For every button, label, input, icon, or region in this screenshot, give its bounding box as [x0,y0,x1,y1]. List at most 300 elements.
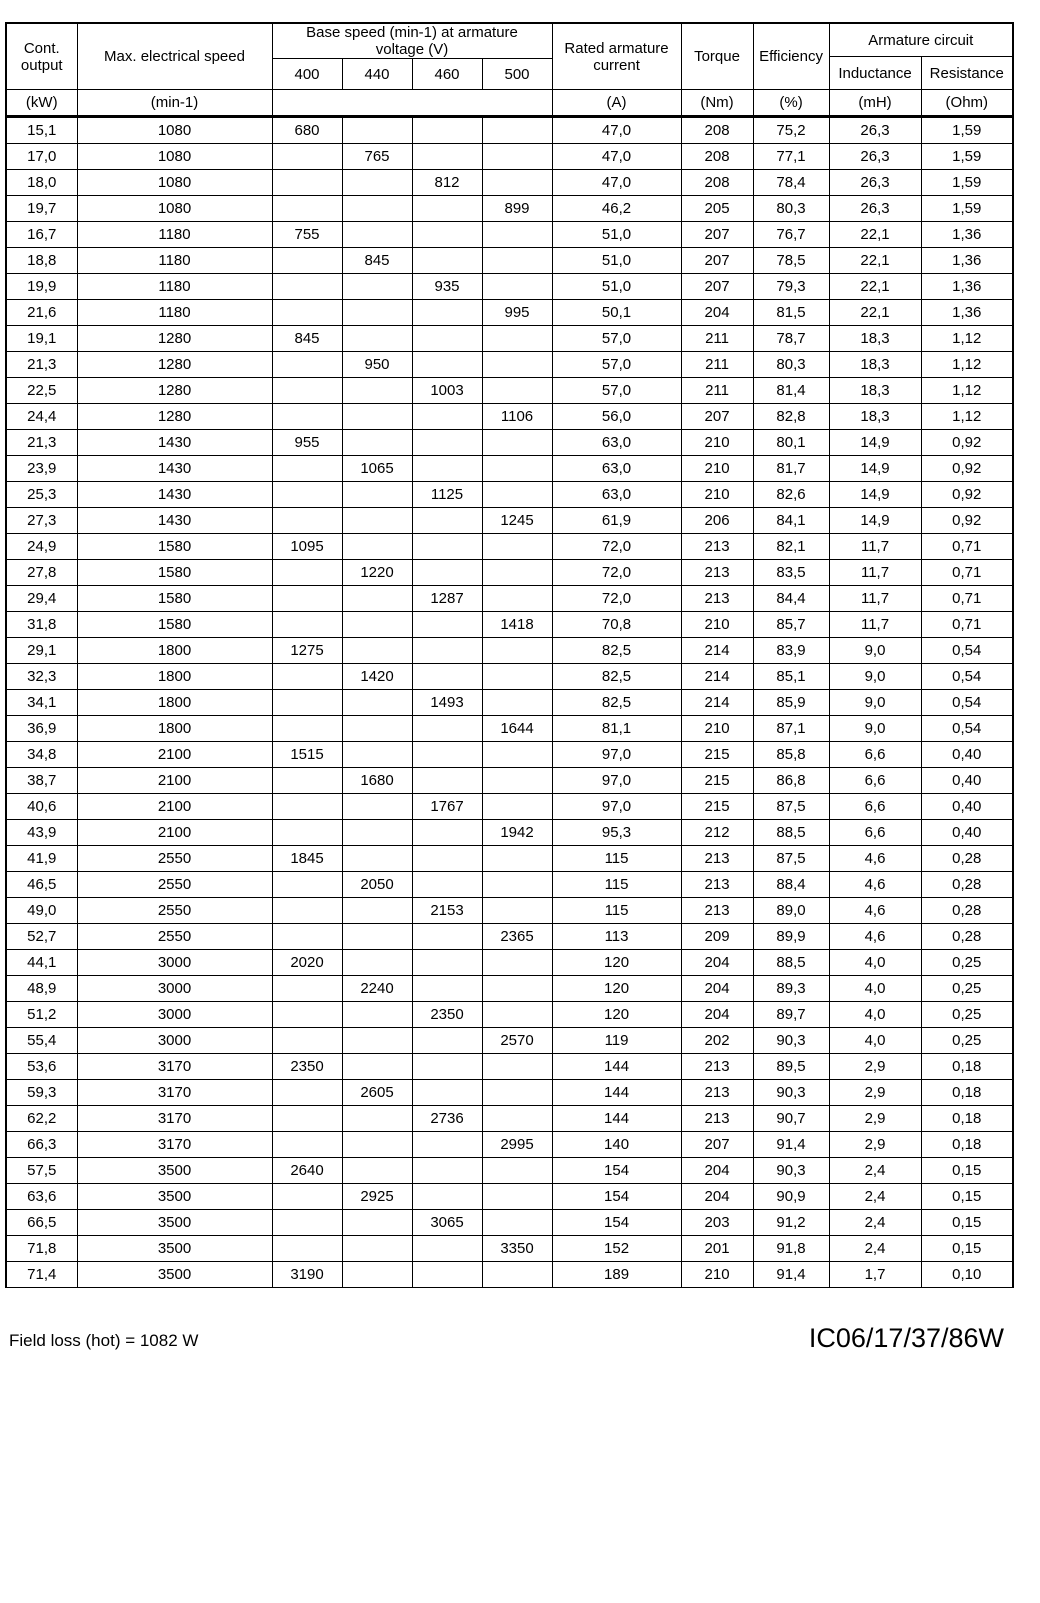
cell-base-speed-400: 1845 [272,846,342,872]
cell-max-speed: 1430 [77,508,272,534]
cell-output: 41,9 [6,846,77,872]
cell-torque: 208 [681,144,753,170]
cell-base-speed-500 [482,1184,552,1210]
cell-max-speed: 3170 [77,1054,272,1080]
cell-base-speed-460: 1003 [412,378,482,404]
cell-inductance: 4,6 [829,924,921,950]
cell-base-speed-400 [272,300,342,326]
cell-base-speed-460: 2736 [412,1106,482,1132]
cell-output: 71,8 [6,1236,77,1262]
cell-torque: 204 [681,950,753,976]
header-resistance: Resistance [921,57,1013,90]
cell-max-speed: 3500 [77,1210,272,1236]
cell-resistance: 1,36 [921,222,1013,248]
cell-inductance: 2,9 [829,1080,921,1106]
cell-output: 43,9 [6,820,77,846]
table-row [6,248,1013,274]
cell-efficiency: 87,5 [753,846,829,872]
cell-output: 19,1 [6,326,77,352]
cell-rated-current: 46,2 [552,196,681,222]
cell-max-speed: 3500 [77,1236,272,1262]
cell-base-speed-440 [342,690,412,716]
table-row [6,950,1013,976]
cell-output: 46,5 [6,872,77,898]
table-row [6,1054,1013,1080]
cell-torque: 211 [681,326,753,352]
cell-base-speed-400 [272,196,342,222]
cell-base-speed-460 [412,664,482,690]
cell-base-speed-440 [342,1210,412,1236]
cell-base-speed-400 [272,170,342,196]
cell-inductance: 1,7 [829,1262,921,1288]
table-row [6,1236,1013,1262]
unit-speed: (min-1) [77,90,272,117]
cell-rated-current: 82,5 [552,690,681,716]
cell-resistance: 1,12 [921,326,1013,352]
table-row [6,976,1013,1002]
table-row [6,1080,1013,1106]
cell-output: 51,2 [6,1002,77,1028]
cell-resistance: 1,59 [921,117,1013,144]
cell-resistance: 0,15 [921,1210,1013,1236]
cell-inductance: 22,1 [829,222,921,248]
cell-inductance: 14,9 [829,456,921,482]
table-row [6,144,1013,170]
table-row [6,1106,1013,1132]
table-row [6,612,1013,638]
cell-base-speed-440 [342,1028,412,1054]
cell-efficiency: 82,1 [753,534,829,560]
cell-efficiency: 90,3 [753,1080,829,1106]
cell-inductance: 11,7 [829,586,921,612]
cell-rated-current: 51,0 [552,274,681,300]
cell-base-speed-500 [482,664,552,690]
cell-rated-current: 63,0 [552,430,681,456]
cell-inductance: 14,9 [829,508,921,534]
cell-base-speed-460 [412,976,482,1002]
cell-base-speed-500 [482,690,552,716]
cell-max-speed: 1180 [77,222,272,248]
cell-max-speed: 1430 [77,482,272,508]
cell-base-speed-460 [412,924,482,950]
cell-base-speed-460 [412,560,482,586]
cell-max-speed: 3000 [77,950,272,976]
cell-rated-current: 115 [552,898,681,924]
header-efficiency: Efficiency [753,23,829,90]
cell-inductance: 2,9 [829,1054,921,1080]
cell-max-speed: 3000 [77,1028,272,1054]
cell-base-speed-440: 845 [342,248,412,274]
cell-base-speed-440 [342,378,412,404]
cell-max-speed: 1280 [77,326,272,352]
cell-base-speed-400 [272,690,342,716]
cell-base-speed-500 [482,248,552,274]
cell-max-speed: 1580 [77,560,272,586]
cell-base-speed-500 [482,768,552,794]
cell-efficiency: 90,3 [753,1158,829,1184]
table-row [6,196,1013,222]
cell-base-speed-460 [412,1054,482,1080]
cell-resistance: 0,25 [921,1028,1013,1054]
table-row [6,534,1013,560]
cell-base-speed-460 [412,1028,482,1054]
cell-inductance: 18,3 [829,404,921,430]
cell-output: 55,4 [6,1028,77,1054]
cell-resistance: 1,59 [921,196,1013,222]
cell-torque: 208 [681,117,753,144]
cell-base-speed-400 [272,716,342,742]
table-row [6,768,1013,794]
cell-base-speed-440: 2050 [342,872,412,898]
cell-efficiency: 78,7 [753,326,829,352]
cell-output: 66,5 [6,1210,77,1236]
cell-efficiency: 89,9 [753,924,829,950]
cell-torque: 207 [681,248,753,274]
cell-output: 40,6 [6,794,77,820]
header-voltage-460: 460 [412,59,482,90]
cell-resistance: 0,28 [921,898,1013,924]
cell-base-speed-440 [342,638,412,664]
cell-inductance: 4,0 [829,976,921,1002]
cell-base-speed-460 [412,1262,482,1288]
cell-base-speed-400 [272,1002,342,1028]
cell-base-speed-400 [272,612,342,638]
cell-resistance: 0,92 [921,430,1013,456]
cell-base-speed-500: 899 [482,196,552,222]
cell-efficiency: 91,4 [753,1132,829,1158]
table-row [6,898,1013,924]
cell-base-speed-460 [412,534,482,560]
cell-base-speed-400: 845 [272,326,342,352]
cell-base-speed-500: 995 [482,300,552,326]
cell-base-speed-500 [482,846,552,872]
cell-resistance: 0,92 [921,482,1013,508]
cell-inductance: 2,4 [829,1184,921,1210]
cell-max-speed: 3000 [77,976,272,1002]
cell-max-speed: 1800 [77,638,272,664]
cell-output: 31,8 [6,612,77,638]
cell-efficiency: 86,8 [753,768,829,794]
cell-torque: 210 [681,716,753,742]
cell-base-speed-500 [482,534,552,560]
cell-base-speed-440 [342,326,412,352]
cell-rated-current: 72,0 [552,560,681,586]
cell-base-speed-500: 1942 [482,820,552,846]
unit-torque: (Nm) [681,90,753,117]
cell-inductance: 11,7 [829,560,921,586]
cell-torque: 214 [681,690,753,716]
cell-base-speed-460 [412,456,482,482]
cell-inductance: 22,1 [829,248,921,274]
cell-efficiency: 90,3 [753,1028,829,1054]
cell-max-speed: 3170 [77,1132,272,1158]
cell-max-speed: 2100 [77,820,272,846]
cell-base-speed-460 [412,300,482,326]
cell-rated-current: 144 [552,1106,681,1132]
cell-efficiency: 91,8 [753,1236,829,1262]
cell-rated-current: 57,0 [552,378,681,404]
cell-base-speed-440 [342,274,412,300]
cell-base-speed-460 [412,1158,482,1184]
cell-resistance: 0,40 [921,768,1013,794]
unit-current: (A) [552,90,681,117]
table-row [6,1184,1013,1210]
cell-base-speed-500: 1106 [482,404,552,430]
cell-output: 57,5 [6,1158,77,1184]
cell-base-speed-500 [482,1106,552,1132]
cell-base-speed-500: 2570 [482,1028,552,1054]
unit-efficiency: (%) [753,90,829,117]
cell-resistance: 0,71 [921,612,1013,638]
cell-base-speed-440: 2605 [342,1080,412,1106]
cell-base-speed-460: 1125 [412,482,482,508]
cell-base-speed-500 [482,352,552,378]
cell-inductance: 14,9 [829,482,921,508]
cell-rated-current: 97,0 [552,794,681,820]
cell-base-speed-400: 1095 [272,534,342,560]
cell-rated-current: 63,0 [552,482,681,508]
cell-base-speed-460 [412,508,482,534]
cell-max-speed: 1580 [77,586,272,612]
cell-rated-current: 82,5 [552,664,681,690]
cell-output: 62,2 [6,1106,77,1132]
cell-inductance: 6,6 [829,768,921,794]
cell-resistance: 0,54 [921,690,1013,716]
field-loss-note: Field loss (hot) = 1082 W [9,1331,199,1350]
cell-base-speed-400 [272,482,342,508]
cell-base-speed-400 [272,898,342,924]
table-row [6,716,1013,742]
cell-output: 18,8 [6,248,77,274]
cell-base-speed-440 [342,196,412,222]
cell-inductance: 2,9 [829,1132,921,1158]
cell-inductance: 26,3 [829,117,921,144]
cell-output: 27,3 [6,508,77,534]
cell-resistance: 1,36 [921,248,1013,274]
cell-base-speed-500 [482,1002,552,1028]
cell-base-speed-440: 765 [342,144,412,170]
table-row [6,1210,1013,1236]
cell-base-speed-460 [412,950,482,976]
cell-base-speed-400 [272,508,342,534]
cell-base-speed-460 [412,144,482,170]
table-row [6,638,1013,664]
cell-base-speed-500 [482,144,552,170]
cell-inductance: 22,1 [829,274,921,300]
cell-resistance: 0,10 [921,1262,1013,1288]
cell-torque: 210 [681,456,753,482]
cell-base-speed-440 [342,1132,412,1158]
cell-max-speed: 1580 [77,534,272,560]
cell-output: 24,4 [6,404,77,430]
cell-rated-current: 50,1 [552,300,681,326]
cell-base-speed-460 [412,1184,482,1210]
header-torque: Torque [681,23,753,90]
cell-torque: 212 [681,820,753,846]
cell-max-speed: 2100 [77,794,272,820]
table-row [6,742,1013,768]
cell-efficiency: 84,4 [753,586,829,612]
cell-base-speed-400 [272,378,342,404]
cell-efficiency: 85,1 [753,664,829,690]
cell-efficiency: 78,4 [753,170,829,196]
cell-base-speed-460 [412,352,482,378]
table-row [6,508,1013,534]
cell-efficiency: 80,3 [753,196,829,222]
cell-torque: 204 [681,1184,753,1210]
cell-output: 71,4 [6,1262,77,1288]
cell-efficiency: 88,4 [753,872,829,898]
cell-base-speed-400 [272,1028,342,1054]
cell-inductance: 4,0 [829,1002,921,1028]
header-base-speed: Base speed (min-1) at armature voltage (V) [272,23,552,59]
cell-base-speed-440 [342,716,412,742]
cell-efficiency: 90,7 [753,1106,829,1132]
table-row [6,274,1013,300]
cell-base-speed-400 [272,1080,342,1106]
cell-inductance: 26,3 [829,170,921,196]
cell-torque: 213 [681,1054,753,1080]
cell-base-speed-440 [342,1054,412,1080]
cell-output: 19,9 [6,274,77,300]
cell-inductance: 4,6 [829,872,921,898]
cell-resistance: 1,59 [921,144,1013,170]
cell-base-speed-500 [482,1080,552,1106]
cell-torque: 214 [681,664,753,690]
cell-inductance: 9,0 [829,638,921,664]
cell-rated-current: 119 [552,1028,681,1054]
cell-rated-current: 47,0 [552,117,681,144]
cell-max-speed: 3500 [77,1158,272,1184]
cell-base-speed-500: 1418 [482,612,552,638]
cell-inductance: 2,9 [829,1106,921,1132]
cell-torque: 202 [681,1028,753,1054]
cell-base-speed-440 [342,846,412,872]
cell-max-speed: 1280 [77,352,272,378]
cell-efficiency: 80,3 [753,352,829,378]
cell-resistance: 0,92 [921,508,1013,534]
cell-torque: 207 [681,1132,753,1158]
cell-inductance: 11,7 [829,534,921,560]
cell-base-speed-400 [272,1210,342,1236]
cell-torque: 207 [681,274,753,300]
cell-rated-current: 97,0 [552,768,681,794]
cell-output: 15,1 [6,117,77,144]
cell-rated-current: 120 [552,1002,681,1028]
table-row [6,352,1013,378]
cell-torque: 214 [681,638,753,664]
cell-inductance: 26,3 [829,196,921,222]
cell-base-speed-440: 1065 [342,456,412,482]
cell-efficiency: 85,9 [753,690,829,716]
cell-base-speed-500 [482,117,552,144]
header-voltage-440: 440 [342,59,412,90]
cell-base-speed-500 [482,1210,552,1236]
cell-base-speed-500 [482,586,552,612]
cell-efficiency: 87,1 [753,716,829,742]
cell-base-speed-400 [272,352,342,378]
cell-base-speed-500 [482,482,552,508]
cell-base-speed-440 [342,117,412,144]
cell-max-speed: 1430 [77,456,272,482]
cell-max-speed: 3170 [77,1106,272,1132]
cell-base-speed-500: 1644 [482,716,552,742]
cell-efficiency: 83,9 [753,638,829,664]
cell-inductance: 4,0 [829,950,921,976]
unit-resistance: (Ohm) [921,90,1013,117]
cell-inductance: 18,3 [829,326,921,352]
table-row [6,222,1013,248]
cell-efficiency: 88,5 [753,820,829,846]
cell-efficiency: 75,2 [753,117,829,144]
cell-base-speed-460 [412,222,482,248]
cell-base-speed-460: 1493 [412,690,482,716]
cell-base-speed-400 [272,586,342,612]
cell-torque: 201 [681,1236,753,1262]
table-row [6,846,1013,872]
cell-max-speed: 1430 [77,430,272,456]
cell-efficiency: 90,9 [753,1184,829,1210]
cell-output: 29,4 [6,586,77,612]
cell-output: 48,9 [6,976,77,1002]
cell-max-speed: 2100 [77,742,272,768]
cell-rated-current: 47,0 [552,144,681,170]
cell-base-speed-460 [412,716,482,742]
cell-output: 19,7 [6,196,77,222]
cell-output: 38,7 [6,768,77,794]
header-voltage-500: 500 [482,59,552,90]
cell-base-speed-460 [412,117,482,144]
cell-base-speed-440: 1680 [342,768,412,794]
cell-efficiency: 91,2 [753,1210,829,1236]
cell-base-speed-460 [412,404,482,430]
cell-base-speed-460: 2350 [412,1002,482,1028]
cell-rated-current: 152 [552,1236,681,1262]
cell-base-speed-400 [272,274,342,300]
cell-max-speed: 1800 [77,716,272,742]
cell-inductance: 6,6 [829,742,921,768]
cell-rated-current: 115 [552,846,681,872]
cell-base-speed-500: 3350 [482,1236,552,1262]
cell-max-speed: 3500 [77,1184,272,1210]
cell-inductance: 9,0 [829,716,921,742]
cell-base-speed-500 [482,430,552,456]
cell-base-speed-460 [412,1132,482,1158]
cell-rated-current: 97,0 [552,742,681,768]
cell-output: 27,8 [6,560,77,586]
cell-output: 21,3 [6,352,77,378]
cell-efficiency: 78,5 [753,248,829,274]
cell-base-speed-400: 2350 [272,1054,342,1080]
cell-base-speed-440 [342,534,412,560]
cell-resistance: 0,18 [921,1080,1013,1106]
cell-resistance: 0,25 [921,950,1013,976]
cell-base-speed-440 [342,482,412,508]
cell-base-speed-460 [412,612,482,638]
table-row [6,378,1013,404]
cell-base-speed-460: 812 [412,170,482,196]
cell-torque: 204 [681,300,753,326]
cell-base-speed-460: 1767 [412,794,482,820]
table-row [6,924,1013,950]
cell-base-speed-440 [342,404,412,430]
cell-rated-current: 61,9 [552,508,681,534]
cell-torque: 215 [681,768,753,794]
cell-base-speed-400: 680 [272,117,342,144]
table-row [6,1262,1013,1288]
cell-base-speed-460 [412,768,482,794]
header-rated-current: Rated armature current [552,23,681,90]
